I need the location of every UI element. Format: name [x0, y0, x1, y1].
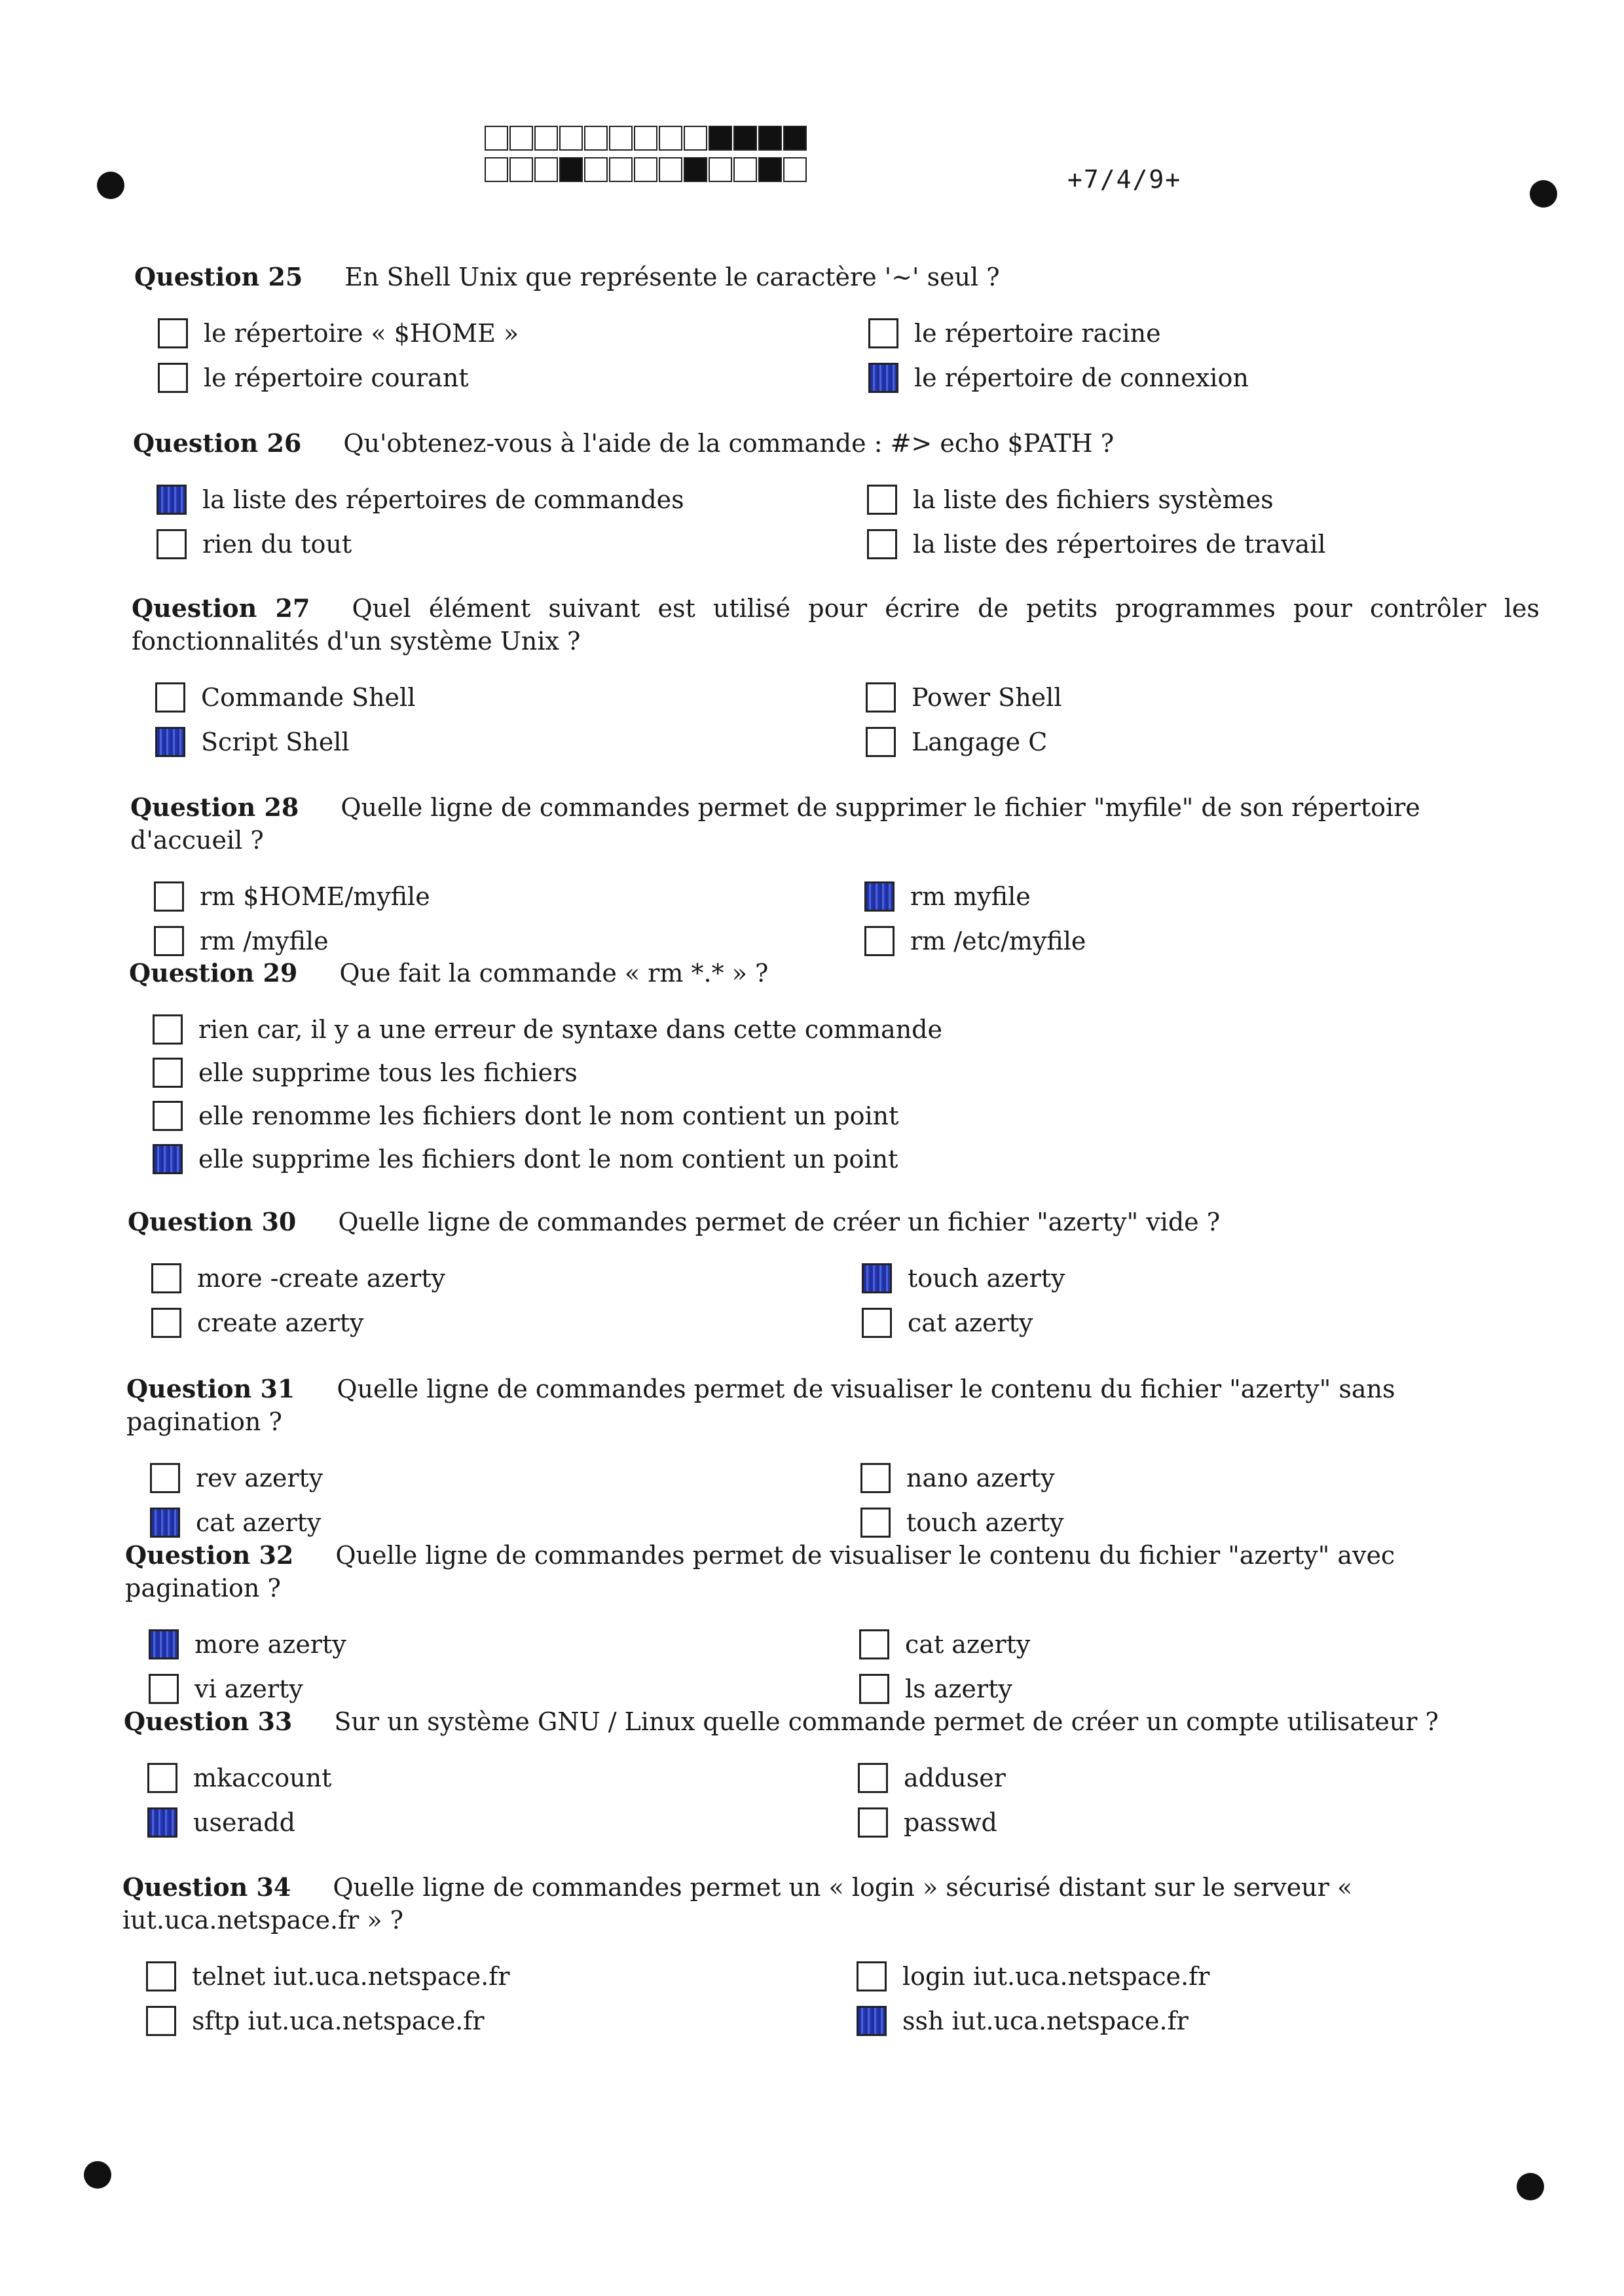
- answer-option[interactable]: [860, 1506, 1515, 1539]
- question-header: [134, 261, 1542, 293]
- answer-option[interactable]: [147, 1806, 858, 1839]
- question-text: Quel élément suivant est utilisé pour écrire de petits programmes pour contrôler les fonctionnalités d'un système Unix ?: [132, 594, 1540, 656]
- question-32: [125, 1539, 1533, 1705]
- barcode-cell: [609, 126, 633, 151]
- answer-label: rm myfile: [910, 882, 1031, 911]
- checked-checkbox[interactable]: [862, 1263, 892, 1293]
- empty-checkbox[interactable]: [858, 1763, 888, 1793]
- answer-list: [154, 880, 1538, 957]
- empty-checkbox[interactable]: [859, 1629, 889, 1659]
- answer-option[interactable]: [153, 1143, 1069, 1176]
- answer-option[interactable]: [154, 925, 864, 957]
- question-text: Quelle ligne de commandes permet de créer un fichier "azerty" vide ?: [338, 1208, 1221, 1236]
- answer-option[interactable]: [153, 1056, 1069, 1089]
- empty-checkbox[interactable]: [147, 1763, 177, 1793]
- answer-label: rev azerty: [196, 1464, 323, 1492]
- answer-label: vi azerty: [194, 1675, 303, 1703]
- answer-list: [151, 1262, 1536, 1339]
- question-text: Que fait la commande « rm *.* » ?: [339, 959, 769, 988]
- answer-label: rm $HOME/myfile: [200, 882, 430, 911]
- registration-mark-bottom-right: [1517, 2173, 1544, 2200]
- barcode-cell: [609, 157, 633, 182]
- barcode-cell: [733, 157, 757, 182]
- answer-label: la liste des répertoires de travail: [913, 530, 1326, 559]
- question-29: [129, 957, 1537, 1176]
- empty-checkbox[interactable]: [858, 1807, 888, 1838]
- answer-label: telnet iut.uca.netspace.fr: [192, 1962, 510, 1991]
- answer-label: create azerty: [197, 1308, 364, 1337]
- checked-checkbox[interactable]: [864, 881, 895, 912]
- answer-option[interactable]: [157, 528, 867, 561]
- empty-checkbox[interactable]: [155, 682, 185, 713]
- answer-option[interactable]: [149, 1673, 859, 1705]
- answer-option[interactable]: [868, 317, 1523, 350]
- answer-option[interactable]: [862, 1262, 1517, 1295]
- question-header: [125, 1539, 1533, 1604]
- registration-mark-bottom-left: [84, 2161, 111, 2189]
- question-header: [124, 1705, 1532, 1738]
- barcode-cell: [534, 157, 558, 182]
- empty-checkbox[interactable]: [151, 1308, 181, 1338]
- answer-option[interactable]: [157, 483, 867, 516]
- empty-checkbox[interactable]: [867, 485, 897, 515]
- answer-label: Langage C: [912, 728, 1048, 756]
- question-30: [128, 1206, 1536, 1339]
- answer-label: mkaccount: [193, 1764, 332, 1792]
- answer-option[interactable]: [158, 361, 868, 394]
- checked-checkbox[interactable]: [147, 1807, 177, 1838]
- barcode-cell: [783, 157, 807, 182]
- empty-checkbox[interactable]: [151, 1263, 181, 1293]
- barcode-row: [485, 126, 808, 153]
- answer-label: rm /etc/myfile: [910, 927, 1086, 955]
- barcode-cell: [709, 126, 732, 151]
- answer-label: le répertoire racine: [914, 319, 1161, 348]
- barcode-cell: [659, 126, 682, 151]
- barcode-cell: [509, 126, 533, 151]
- question-header: [129, 957, 1537, 990]
- answer-option[interactable]: [146, 1960, 857, 1993]
- question-number: Question 32: [125, 1540, 294, 1570]
- barcode-cell: [684, 126, 707, 151]
- answer-label: Commande Shell: [201, 683, 416, 712]
- question-text: Quelle ligne de commandes permet de visualiser le contenu du fichier "azerty" sans pagination ?: [126, 1375, 1395, 1436]
- page-barcode: [485, 126, 808, 189]
- answer-label: rm /myfile: [200, 927, 329, 955]
- answer-option[interactable]: [857, 1960, 1511, 1993]
- answer-label: cat azerty: [908, 1308, 1033, 1337]
- question-number: Question 31: [126, 1374, 295, 1403]
- answer-label: elle renomme les fichiers dont le nom contient un point: [198, 1102, 899, 1130]
- empty-checkbox[interactable]: [146, 1961, 176, 1991]
- question-header: [132, 592, 1540, 657]
- question-text: Qu'obtenez-vous à l'aide de la commande : #> echo $PATH ?: [343, 429, 1115, 458]
- answer-label: le répertoire de connexion: [914, 363, 1249, 392]
- answer-option[interactable]: [155, 726, 866, 758]
- answer-option[interactable]: [862, 1306, 1517, 1339]
- question-number: Question 26: [133, 428, 302, 458]
- checked-checkbox[interactable]: [868, 363, 898, 393]
- question-27: [132, 592, 1540, 758]
- barcode-cell: [509, 157, 533, 182]
- answer-option[interactable]: [151, 1306, 862, 1339]
- empty-checkbox[interactable]: [158, 363, 188, 393]
- empty-checkbox[interactable]: [154, 881, 184, 912]
- answer-label: more azerty: [194, 1630, 346, 1659]
- question-number: Question 29: [129, 958, 298, 988]
- answer-option[interactable]: [150, 1462, 860, 1494]
- checked-checkbox[interactable]: [150, 1508, 180, 1538]
- registration-mark-top-left: [97, 172, 124, 199]
- question-text: Sur un système GNU / Linux quelle commande permet de créer un compte utilisateur ?: [334, 1707, 1439, 1736]
- answer-list: [147, 1762, 1532, 1839]
- question-header: [133, 427, 1541, 460]
- checked-checkbox[interactable]: [149, 1629, 179, 1659]
- barcode-cell: [534, 126, 558, 151]
- question-34: [122, 1871, 1530, 2037]
- barcode-cell: [684, 157, 707, 182]
- answer-option[interactable]: [147, 1762, 858, 1794]
- answer-label: rien car, il y a une erreur de syntaxe dans cette commande: [198, 1015, 942, 1044]
- empty-checkbox[interactable]: [146, 2006, 176, 2036]
- empty-checkbox[interactable]: [158, 318, 188, 348]
- answer-option[interactable]: [158, 317, 868, 350]
- empty-checkbox[interactable]: [866, 727, 896, 757]
- empty-checkbox[interactable]: [149, 1674, 179, 1704]
- answer-option[interactable]: [867, 528, 1522, 561]
- empty-checkbox[interactable]: [153, 1101, 183, 1131]
- barcode-cell: [584, 157, 608, 182]
- empty-checkbox[interactable]: [860, 1463, 891, 1493]
- barcode-cell: [733, 126, 757, 151]
- answer-option[interactable]: [866, 726, 1521, 758]
- barcode-row: [485, 157, 808, 185]
- answer-option[interactable]: [153, 1100, 1069, 1132]
- answer-label: cat azerty: [905, 1630, 1031, 1659]
- barcode-cell: [559, 126, 583, 151]
- empty-checkbox[interactable]: [864, 926, 895, 956]
- empty-checkbox[interactable]: [867, 529, 897, 559]
- answer-option[interactable]: [860, 1462, 1515, 1494]
- answer-option[interactable]: [868, 361, 1523, 394]
- question-number: Question 33: [124, 1707, 293, 1736]
- barcode-cell: [758, 157, 782, 182]
- answer-list: [157, 483, 1541, 561]
- answer-label: la liste des répertoires de commandes: [202, 485, 684, 514]
- answer-option[interactable]: [153, 1013, 1069, 1046]
- question-text: En Shell Unix que représente le caractère '~' seul ?: [344, 263, 1000, 291]
- answer-list: [158, 317, 1542, 394]
- answer-list: [150, 1462, 1534, 1539]
- question-33: [124, 1705, 1532, 1839]
- question-number: Question 28: [130, 792, 299, 822]
- barcode-cell: [584, 126, 608, 151]
- answer-list: [153, 1013, 1537, 1176]
- answer-list: [155, 681, 1540, 758]
- question-number: Question 34: [122, 1872, 291, 1902]
- empty-checkbox[interactable]: [868, 318, 898, 348]
- answer-option[interactable]: [864, 925, 1519, 957]
- answer-list: [146, 1960, 1530, 2037]
- answer-option[interactable]: [857, 2005, 1511, 2037]
- empty-checkbox[interactable]: [150, 1463, 180, 1493]
- answer-label: more -create azerty: [197, 1264, 445, 1293]
- empty-checkbox[interactable]: [154, 926, 184, 956]
- answer-option[interactable]: [150, 1506, 860, 1539]
- answer-label: le répertoire « $HOME »: [204, 319, 519, 348]
- answer-option[interactable]: [859, 1628, 1514, 1661]
- barcode-cell: [709, 157, 732, 182]
- empty-checkbox[interactable]: [157, 529, 187, 559]
- barcode-cell: [485, 126, 508, 151]
- question-31: [126, 1373, 1534, 1539]
- answer-label: elle supprime tous les fichiers: [198, 1058, 578, 1087]
- answer-label: Power Shell: [912, 683, 1062, 712]
- answer-label: adduser: [904, 1764, 1006, 1792]
- empty-checkbox[interactable]: [860, 1508, 891, 1538]
- barcode-cell: [758, 126, 782, 151]
- question-header: [126, 1373, 1534, 1438]
- question-text: Quelle ligne de commandes permet un « login » sécurisé distant sur le serveur « iut.uca.netspace.fr » ?: [122, 1873, 1353, 1935]
- checked-checkbox[interactable]: [155, 727, 185, 757]
- question-25: [134, 261, 1542, 394]
- question-number: Question 27: [132, 593, 310, 623]
- answer-option[interactable]: [154, 880, 864, 913]
- answer-label: touch azerty: [908, 1264, 1065, 1293]
- answer-option[interactable]: [859, 1673, 1514, 1705]
- barcode-cell: [659, 157, 682, 182]
- answer-option[interactable]: [146, 2005, 857, 2037]
- answer-list: [149, 1628, 1533, 1705]
- question-text: Quelle ligne de commandes permet de supprimer le fichier "myfile" de son répertoire d'accueil ?: [130, 793, 1420, 855]
- empty-checkbox[interactable]: [866, 682, 896, 713]
- checked-checkbox[interactable]: [157, 485, 187, 515]
- answer-label: ssh iut.uca.netspace.fr: [902, 2007, 1189, 2035]
- answer-label: Script Shell: [201, 728, 350, 756]
- question-header: [128, 1206, 1536, 1238]
- answer-label: useradd: [193, 1808, 295, 1837]
- question-text: Quelle ligne de commandes permet de visualiser le contenu du fichier "azerty" avec pagination ?: [125, 1541, 1395, 1602]
- question-28: [130, 791, 1538, 957]
- barcode-cell: [783, 126, 807, 151]
- answer-option[interactable]: [151, 1262, 862, 1295]
- question-number: Question 30: [128, 1207, 297, 1236]
- barcode-cell: [559, 157, 583, 182]
- answer-option[interactable]: [858, 1806, 1513, 1839]
- answer-label: rien du tout: [202, 530, 352, 559]
- empty-checkbox[interactable]: [857, 1961, 887, 1991]
- registration-mark-top-right: [1530, 180, 1557, 208]
- answer-option[interactable]: [155, 681, 866, 714]
- answer-label: elle supprime les fichiers dont le nom contient un point: [198, 1145, 898, 1174]
- barcode-cell: [634, 157, 657, 182]
- answer-label: passwd: [904, 1808, 997, 1837]
- checked-checkbox[interactable]: [153, 1144, 183, 1174]
- barcode-cell: [485, 157, 508, 182]
- empty-checkbox[interactable]: [862, 1308, 892, 1338]
- answer-option[interactable]: [858, 1762, 1513, 1794]
- answer-label: ls azerty: [905, 1675, 1012, 1703]
- barcode-cell: [634, 126, 657, 151]
- answer-label: login iut.uca.netspace.fr: [902, 1962, 1210, 1991]
- empty-checkbox[interactable]: [153, 1014, 183, 1045]
- checked-checkbox[interactable]: [857, 2006, 887, 2036]
- answer-label: sftp iut.uca.netspace.fr: [192, 2007, 485, 2035]
- answer-label: touch azerty: [906, 1508, 1064, 1537]
- question-number: Question 25: [134, 262, 303, 291]
- answer-option[interactable]: [864, 880, 1519, 913]
- answer-option[interactable]: [149, 1628, 859, 1661]
- question-26: [133, 427, 1541, 561]
- answer-option[interactable]: [867, 483, 1522, 516]
- empty-checkbox[interactable]: [153, 1058, 183, 1088]
- empty-checkbox[interactable]: [859, 1674, 889, 1704]
- page-code: +7/4/9+: [1067, 165, 1182, 194]
- question-header: [122, 1871, 1530, 1936]
- answer-option[interactable]: [866, 681, 1521, 714]
- answer-label: la liste des fichiers systèmes: [913, 485, 1274, 514]
- question-header: [130, 791, 1538, 857]
- answer-label: le répertoire courant: [204, 363, 469, 392]
- answer-label: nano azerty: [906, 1464, 1055, 1492]
- answer-label: cat azerty: [196, 1508, 322, 1537]
